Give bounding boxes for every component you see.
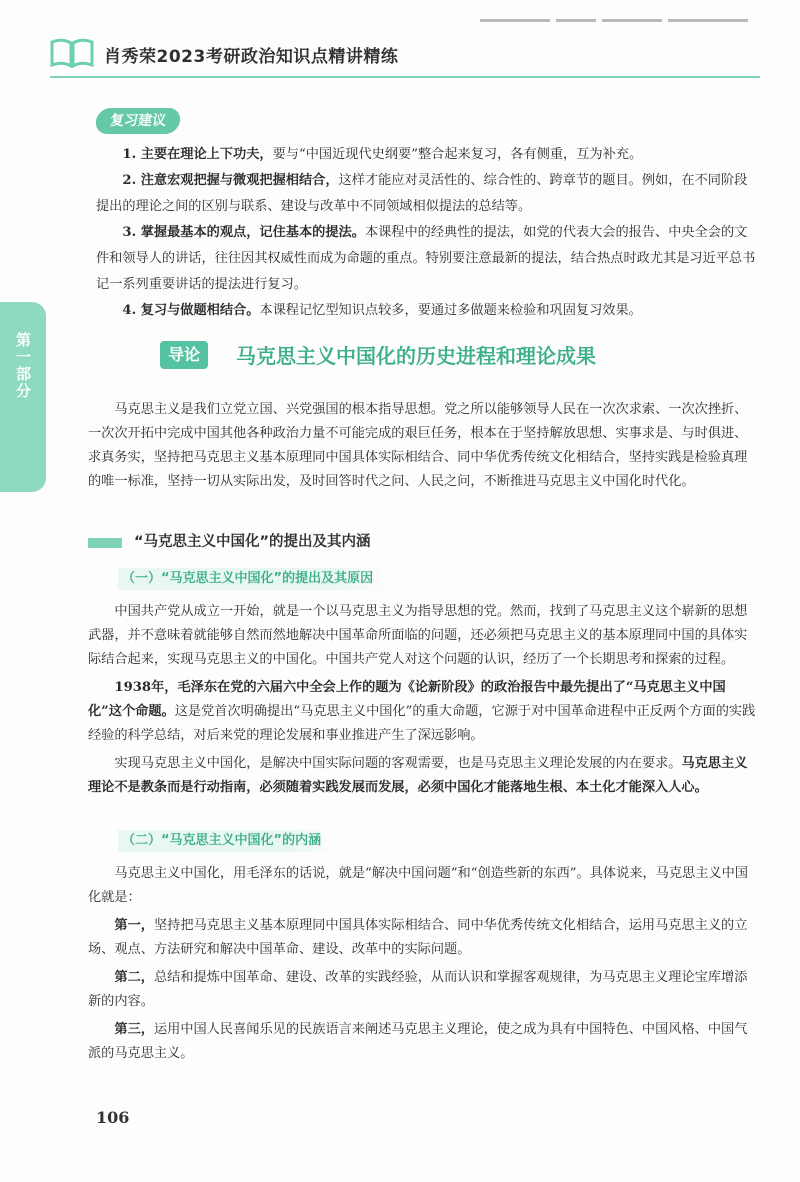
review-item: 2. 注意宏观把握与微观把握相结合，这样才能应对灵活性的、综合性的、跨章节的题目。例如，在不同阶段提出的理论之间的区别与联系、建设与改革中不同领域相似提法的总结等。	[96, 173, 748, 214]
subsection-title-2: （二）“马克思主义中国化”的内涵	[118, 830, 331, 852]
subsection-body-1	[88, 600, 758, 804]
header-rule	[50, 76, 760, 78]
chapter-badge: 导论	[160, 341, 208, 369]
running-header	[50, 34, 770, 74]
book-icon	[50, 38, 94, 68]
intro-paragraph: 马克思主义是我们立党立国、兴党强国的根本指导思想。党之所以能够领导人民在一次次求索、一次次挫折、一次次开拓中完成中国其他各种政治力量不可能完成的艰巨任务，根本在于坚持解放思想、实事求是、与时俱进、求真务实，坚持把马克思主义基本原理同中国具体实际相结合、同中华优秀传统文化相结合，坚持实践是检验真理的唯一标准，坚持一切从实际出发，及时回答时代之问、人民之问，不断推进马克思主义中国化时代化。	[88, 402, 748, 489]
review-heading: 复习建议	[94, 108, 182, 134]
chapter-intro	[88, 398, 758, 498]
paragraph: 中国共产党从成立一开始，就是一个以马克思主义为指导思想的党。然而，找到了马克思主义这个崭新的思想武器，并不意味着就能够自然而然地解决中国革命所面临的问题，还必须把马克思主义的基本原理同中国的具体实际结合起来，实现马克思主义的中国化。中国共产党人对这个问题的认识，经历了一个长期思考和探索的过程。	[88, 604, 748, 667]
paragraph: 第一，坚持把马克思主义基本原理同中国具体实际相结合、同中华优秀传统文化相结合，运用马克思主义的立场、观点、方法研究和解决中国革命、建设、改革中的实际问题。	[88, 918, 748, 957]
section-heading	[88, 530, 688, 554]
subsection-body-2	[88, 862, 758, 1070]
subsection-title-1: （一）“马克思主义中国化”的提出及其原因	[118, 568, 383, 590]
paragraph: 1938年，毛泽东在党的六届六中全会上作的题为《论新阶段》的政治报告中最先提出了“马克思主义中国化”这个命题。这是党首次明确提出“马克思主义中国化”的重大命题，它源于对中国革命进程中正反两个方面的实践经验的科学总结，对后来党的理论发展和事业推进产生了深远影响。	[88, 680, 756, 743]
part-tab-label: 第一部分	[14, 332, 32, 400]
paragraph: 第三，运用中国人民喜闻乐见的民族语言来阐述马克思主义理论，使之成为具有中国特色、中国风格、中国气派的马克思主义。	[88, 1022, 748, 1061]
paragraph: 第二，总结和提炼中国革命、建设、改革的实践经验，从而认识和掌握客观规律，为马克思主义理论宝库增添新的内容。	[88, 970, 748, 1009]
review-tips	[96, 142, 756, 324]
review-item: 3. 掌握最基本的观点，记住基本的提法。本课程中的经典性的提法，如党的代表大会的报告、中央全会的文件和领导人的讲话，往往因其权威性而成为命题的重点。特别要注意最新的提法，结合热点时政尤其是习近平总书记一系列重要讲话的提法进行复习。	[96, 225, 756, 292]
review-item: 1. 主要在理论上下功夫，要与“中国近现代史纲要”整合起来复习，各有侧重，互为补充。	[122, 147, 643, 162]
header-decoration	[480, 10, 780, 20]
page-number: 106	[96, 1108, 130, 1127]
section-marker	[88, 538, 122, 548]
paragraph: 马克思主义中国化，用毛泽东的话说，就是“解决中国问题”和“创造些新的东西”。具体说来，马克思主义中国化就是：	[88, 866, 748, 905]
paragraph: 实现马克思主义中国化，是解决中国实际问题的客观需要，也是马克思主义理论发展的内在要求。马克思主义理论不是教条而是行动指南，必须随着实践发展而发展，必须中国化才能落地生根、本土化才能深入人心。	[88, 756, 748, 795]
chapter-heading	[160, 338, 760, 374]
part-tab	[0, 302, 46, 492]
chapter-title: 马克思主义中国化的历史进程和理论成果	[236, 344, 596, 368]
header-title: 肖秀荣2023考研政治知识点精讲精练	[104, 47, 399, 67]
review-item: 4. 复习与做题相结合。本课程记忆型知识点较多，要通过多做题来检验和巩固复习效果。	[122, 303, 642, 318]
section-title: “马克思主义中国化”的提出及其内涵	[134, 534, 371, 550]
